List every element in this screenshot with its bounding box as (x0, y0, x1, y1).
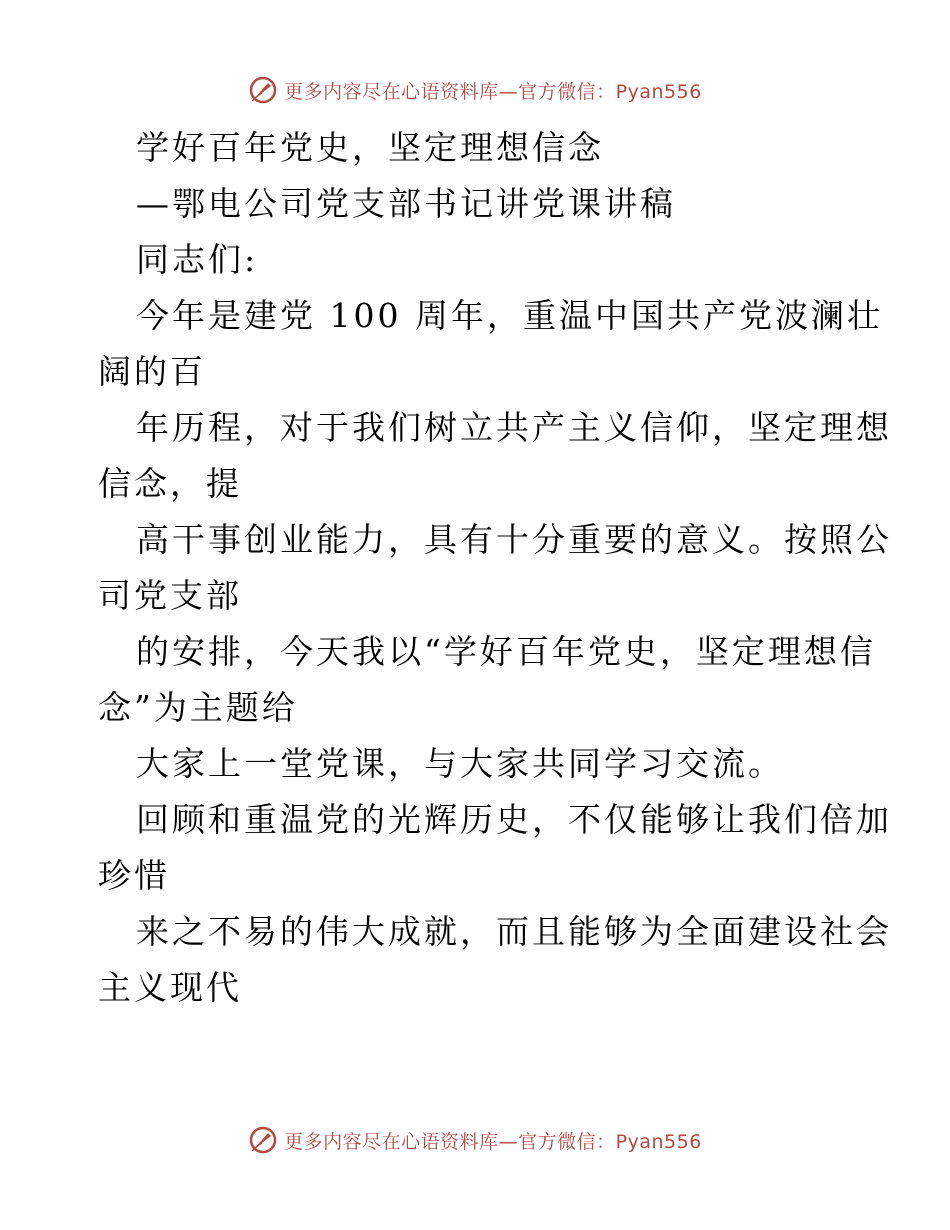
text-line: 回顾和重温党的光辉历史，不仅能够让我们倍加 (136, 800, 892, 839)
text-line: 的安排，今天我以“学好百年党史，坚定理想信 (136, 632, 876, 671)
banner-text: 更多内容尽在心语资料库—官方微信：Pyan556 (284, 80, 702, 103)
text-line: 主义现代 (98, 968, 242, 1007)
text-line: 同志们: (136, 240, 259, 279)
document-body (98, 120, 892, 1016)
text-line: 司党支部 (98, 576, 242, 615)
text-line: 念”为主题给 (98, 688, 298, 727)
banner-text: 更多内容尽在心语资料库—官方微信：Pyan556 (284, 1130, 702, 1153)
text-line: 来之不易的伟大成就，而且能够为全面建设社会 (136, 912, 892, 951)
text-line: 信念，提 (98, 464, 242, 503)
text-line: 年历程，对于我们树立共产主义信仰，坚定理想 (136, 408, 892, 447)
footer-banner (0, 1120, 950, 1160)
quill-logo-icon (248, 1125, 278, 1155)
text-line: —鄂电公司党支部书记讲党课讲稿 (136, 184, 676, 223)
quill-logo-icon (248, 75, 278, 105)
text-line: 珍惜 (98, 856, 170, 895)
text-line: 今年是建党 100 周年，重温中国共产党波澜壮 (136, 296, 883, 335)
text-line: 大家上一堂党课，与大家共同学习交流。 (136, 744, 784, 783)
text-line: 学好百年党史，坚定理想信念 (136, 128, 604, 167)
text-line: 阔的百 (98, 352, 206, 391)
text-line: 高干事创业能力，具有十分重要的意义。按照公 (136, 520, 892, 559)
header-banner (0, 70, 950, 110)
